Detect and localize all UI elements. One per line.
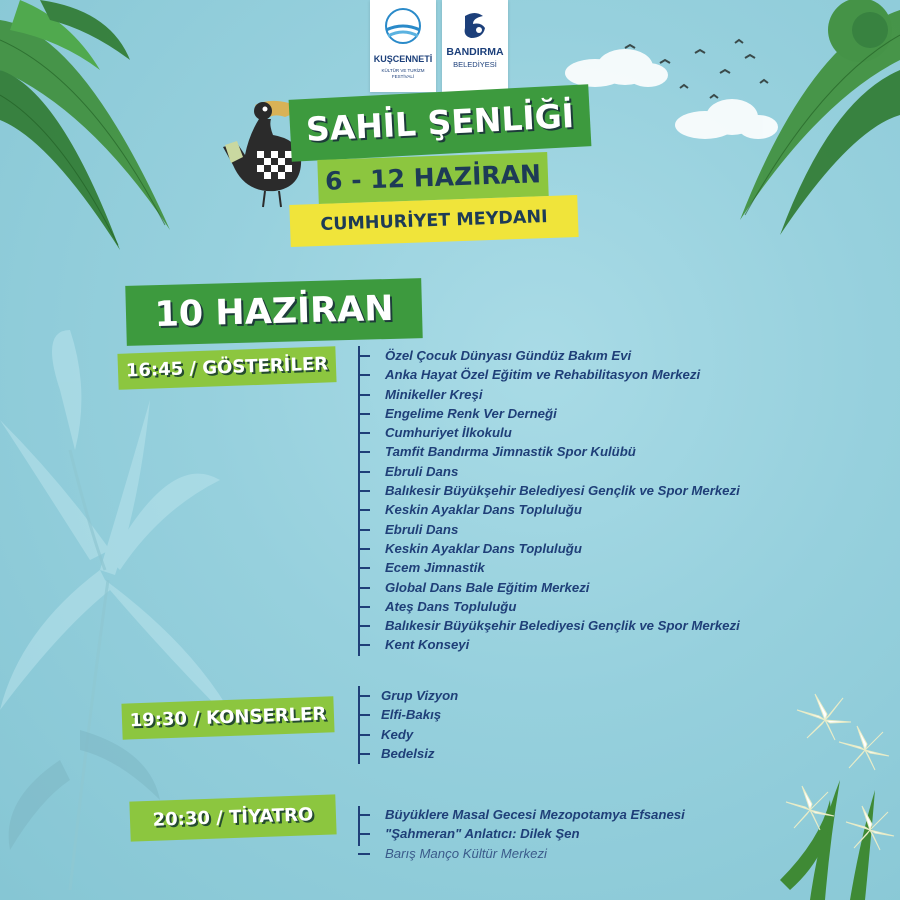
schedule-item: Ebruli Dans — [385, 520, 740, 539]
schedule-bracket-line — [358, 806, 360, 846]
logo-kuscenneti-text: KUŞCENNETİ — [373, 54, 433, 64]
bracket-tick — [358, 695, 370, 697]
time-label-shows — [117, 346, 336, 390]
schedule-item: Engelime Renk Ver Derneği — [385, 404, 740, 423]
schedule-item: Bedelsiz — [381, 744, 458, 763]
schedule-item: Balıkesir Büyükşehir Belediyesi Gençlik ve Spor Merkezi — [385, 616, 740, 635]
festival-title: SAHİL ŞENLİĞİ — [289, 84, 592, 162]
schedule-item: Ecem Jimnastik — [385, 558, 740, 577]
day-label: 10 HAZİRAN — [125, 278, 422, 346]
bracket-tick — [358, 833, 370, 835]
concerts-list — [381, 686, 458, 763]
bracket-tick — [358, 734, 370, 736]
time-label-concerts-text: 19:30 / KONSERLER — [129, 703, 327, 732]
bracket-tick — [358, 529, 370, 531]
time-label-shows-text: 16:45 / GÖSTERİLER — [125, 353, 329, 382]
schedule-item: Kent Konseyi — [385, 635, 740, 654]
schedule-item: Global Dans Bale Eğitim Merkezi — [385, 578, 740, 597]
theatre-list — [385, 805, 685, 863]
schedule-bracket-line — [358, 346, 360, 656]
logo-belediyesi-text: BELEDİYESİ — [453, 60, 497, 69]
bracket-tick — [358, 432, 370, 434]
bracket-tick — [358, 490, 370, 492]
logo-kuscenneti-subtext: KÜLTÜR VE TURİZM FESTİVALİ — [381, 68, 425, 79]
schedule-item: Barış Manço Kültür Merkezi — [385, 844, 685, 863]
bracket-tick — [358, 714, 370, 716]
schedule-item: Ateş Dans Topluluğu — [385, 597, 740, 616]
schedule-item: Cumhuriyet İlkokulu — [385, 423, 740, 442]
bracket-tick — [358, 853, 370, 855]
schedule-item: Grup Vizyon — [381, 686, 458, 705]
bracket-tick — [358, 471, 370, 473]
bracket-tick — [358, 587, 370, 589]
bracket-tick — [358, 814, 370, 816]
schedule-item: Tamfit Bandırma Jimnastik Spor Kulübü — [385, 442, 740, 461]
lily-flowers-right-decoration — [780, 680, 900, 900]
bracket-tick — [358, 355, 370, 357]
palm-leaf-left-decoration — [0, 0, 200, 260]
time-label-theatre-text: 20:30 / TİYATRO — [152, 804, 314, 831]
bracket-tick — [358, 567, 370, 569]
schedule-item: Kedy — [381, 725, 458, 744]
schedule-item: Minikeller Kreşi — [385, 385, 740, 404]
schedule-item: Keskin Ayaklar Dans Topluluğu — [385, 500, 740, 519]
schedule-item: Balıkesir Büyükşehir Belediyesi Gençlik ve Spor Merkezi — [385, 481, 740, 500]
bracket-tick — [358, 644, 370, 646]
schedule-item: "Şahmeran" Anlatıcı: Dilek Şen — [385, 824, 685, 843]
bird-wave-logo-icon — [380, 6, 426, 46]
time-label-concerts — [121, 696, 334, 739]
bracket-tick — [358, 509, 370, 511]
bracket-tick — [358, 394, 370, 396]
bracket-tick — [358, 548, 370, 550]
bracket-tick — [358, 625, 370, 627]
bandirma-belediyesi-logo — [442, 0, 508, 92]
bracket-tick — [358, 606, 370, 608]
schedule-item: Keskin Ayaklar Dans Topluluğu — [385, 539, 740, 558]
kuscenneti-festival-logo — [370, 0, 436, 92]
bracket-tick — [358, 374, 370, 376]
schedule-item: Özel Çocuk Dünyası Gündüz Bakım Evi — [385, 346, 740, 365]
bandirma-emblem-icon — [459, 10, 491, 42]
schedule-item: Ebruli Dans — [385, 462, 740, 481]
schedule-item: Elfi-Bakış — [381, 705, 458, 724]
bracket-tick — [358, 413, 370, 415]
bracket-tick — [358, 753, 370, 755]
festival-dates: 6 - 12 HAZİRAN — [317, 152, 548, 204]
shows-list — [385, 346, 740, 655]
flying-birds-icon — [620, 38, 780, 108]
schedule-item: Anka Hayat Özel Eğitim ve Rehabilitasyon Merkezi — [385, 365, 740, 384]
time-label-theatre — [129, 794, 336, 841]
festival-venue: CUMHURİYET MEYDANI — [289, 195, 578, 247]
bracket-tick — [358, 451, 370, 453]
schedule-item: Büyüklere Masal Gecesi Mezopotamya Efsanesi — [385, 805, 685, 824]
logo-bandirma-text: BANDIRMA — [446, 46, 504, 58]
